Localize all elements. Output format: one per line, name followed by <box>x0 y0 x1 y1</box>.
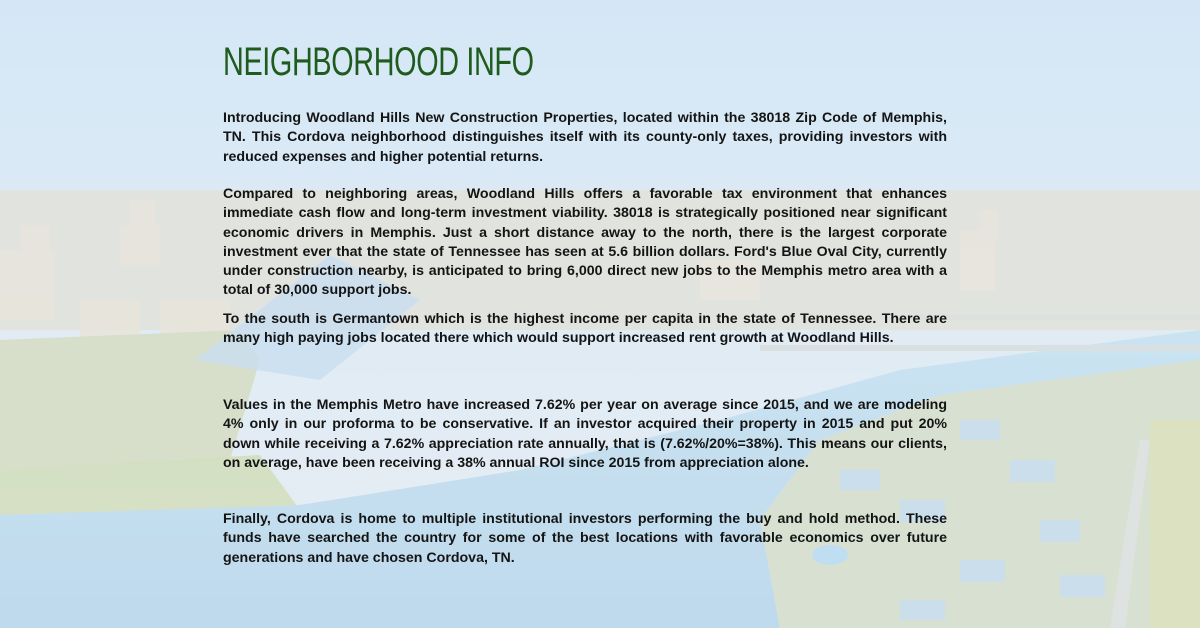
paragraph-germantown: To the south is Germantown which is the highest income per capita in the state of Tennessee. There are many high paying jobs located there which would support increased rent growth at Woodland Hills. <box>223 311 947 347</box>
paragraph-tax-environment: Compared to neighboring areas, Woodland Hills offers a favorable tax environment that enhances immediate cash flow and long-term investment viability. 38018 is strategically positioned near significant economic drivers in Memphis. Just a short distance away to the north, there is the largest corporate investment ever that the state of Tennessee has seen at 5.6 billion dollars. Ford's Blue Oval City, currently under construction nearby, is anticipated to bring 6,000 direct new jobs to the Memphis metro area with a total of 30,000 support jobs. <box>223 186 947 299</box>
paragraph-institutional-investors: Finally, Cordova is home to multiple institutional investors performing the buy and hold method. These funds have searched the country for some of the best locations with favorable economics over future generations and have chosen Cordova, TN. <box>223 511 947 566</box>
paragraph-intro: Introducing Woodland Hills New Construction Properties, located within the 38018 Zip Code of Memphis, TN. This Cordova neighborhood distinguishes itself with its county-only taxes, providing investors with reduced expenses and higher potential returns. <box>223 110 947 165</box>
page-title: NEIGHBORHOOD INFO <box>223 40 534 84</box>
paragraph-values: Values in the Memphis Metro have increased 7.62% per year on average since 2015, and we are modeling 4% only in our proforma to be conservative. If an investor acquired their property in 2015 and put 20% down while receiving a 7.62% appreciation rate annually, that is (7.62%/20%=38%). This means our clients, on average, have been receiving a 38% annual ROI since 2015 from appreciation alone. <box>223 397 947 471</box>
